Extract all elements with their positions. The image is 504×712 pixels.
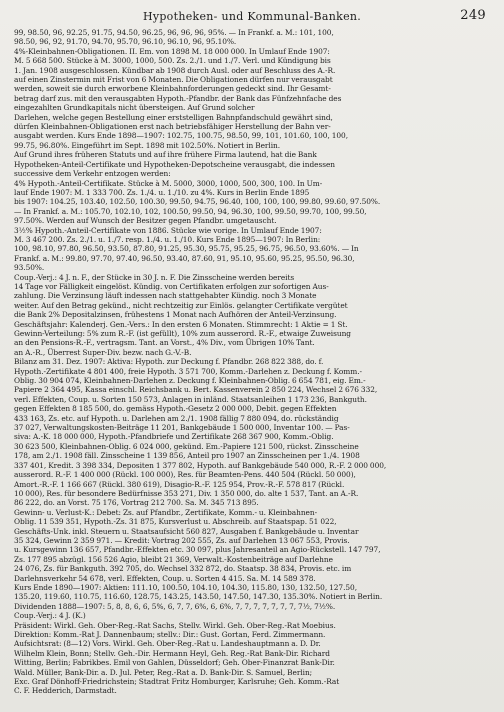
- text-line: Amort.-R.-F. 1 166 667 (Rückl. 380 619), Disagio-R.-F. 125 954, Prov.-R.-F. 578 817 (Rückl.: [14, 479, 345, 489]
- text-line: Dividenden 1888—1907: 5, 8, 8, 6, 6, 5%, 6, 7, 7, 6%, 6, 6%, 7, 7, 7, 7, 7, 7, 7, 7½, 7½%.: [14, 601, 336, 611]
- text-line: siva: A.-K. 18 000 000, Hypoth.-Pfandbriefe und Zertifikate 268 367 900, Komm.-Oblig.: [14, 432, 334, 442]
- text-line: Coup.-Verj.: 4 J. n. F., der Stücke in 30 J. n. F. Die Zinsscheine werden bereits: [14, 272, 295, 282]
- text-line: weiter. Auf den Betrag gekünd., nicht rechtzeitig zur Einlös. gelangter Certifikate vergütet: [14, 300, 348, 310]
- text-line: M. 5 668 500. Stücke à M. 3000, 1000, 500. Zs. 2./1. und 1./7. Verl. und Kündigung bis: [14, 56, 331, 66]
- text-line: 4% Hypoth.-Anteil-Certifikate. Stücke à M. 5000, 3000, 1000, 500, 300, 100. In Um-: [14, 178, 323, 188]
- text-line: 99, 98.50, 96, 92.25, 91.75, 94.50, 96.25, 96, 96, 96, 95%. — In Frankf. a. M.: 101, 100,: [14, 28, 334, 37]
- text-line: Präsident: Wirkl. Geh. Ober-Reg.-Rat Sachs, Stellv. Wirkl. Geh. Ober-Reg.-Rat Moebius.: [14, 620, 336, 630]
- text-line: Wilhelm Klein, Bonn; Stellv. Geh.-Dir. Hermann Heyl, Geh. Reg.-Rat Bank-Dir. Richard: [14, 648, 330, 658]
- text-line: 24 076, Zs. für Bankguth. 392 705, do. Wechsel 332 872, do. Staatsp. 38 834, Provis. etc. im: [14, 564, 352, 574]
- text-line: Gewinn- u. Verlust-K.: Debet: Zs. auf Pfandbr., Zertifikate, Komm.- u. Kleinbahnen-: [14, 507, 318, 517]
- text-line: 97.50%. Werden auf Wunsch der Besitzer gegen Pfandbr. umgetauscht.: [14, 216, 277, 226]
- text-line: 337 401, Kredit. 3 398 334, Depositen 1 377 802, Hypoth. auf Bankgebäude 540 000, R.-F. 2 000 000,: [14, 460, 387, 470]
- text-line: Papiere 2 364 495, Kassa einschl. Reichsbank u. Bert. Kassenverein 2 850 224, Wechsel 2 676 332,: [14, 385, 378, 395]
- text-line: Oblig. 30 904 074, Kleinbahnen-Darlehen z. Deckung f. Kleinbahnen-Oblig. 6 654 781, eig. Em.-: [14, 376, 366, 386]
- text-line: Darlehnsverkehr 54 678, verl. Effekten, Coup. u. Sorten 4 415. Sa. M. 14 589 378.: [14, 573, 316, 583]
- text-line: 178, am 2./1. 1908 fäll. Zinsscheine 1 139 856, Anteil pro 1907 an Zinsscheinen per 1./4. 1908: [14, 451, 360, 461]
- text-line: 10 000), Res. für besondere Bedürfnisse 353 271, Div. 1 350 000, do. alte 1 537, Tant. an A.-R.: [14, 488, 359, 498]
- text-line: werden, soweit sie durch erworbene Kleinbahnforderungen gedeckt sind. Ihr Gesamt-: [14, 84, 331, 94]
- text-line: 433 163, Zs. etc. auf Hypoth. u. Darlehen am 2./1. 1908 fällig 7 880 094, do. rückständig: [14, 413, 339, 423]
- text-line: 1. Jan. 1908 ausgeschlossen. Kündbar ab 1908 durch Ausl. oder auf Beschluss des A.-R.: [14, 65, 336, 75]
- text-line: 98.50, 96, 92, 91.70, 94.70, 95.70, 96.10, 96.10, 96, 95.10%.: [14, 37, 237, 47]
- text-line: Witting, Berlin; Fabrikbes. Emil von Gahlen, Düsseldorf; Geh. Ober-Finanzrat Bank-Dir.: [14, 658, 335, 668]
- text-line: dürfen Kleinbahnen-Obligationen erst nach betriebsfähiger Herstellung der Bahn ver-: [14, 122, 331, 132]
- text-line: Wald. Müller, Bank-Dir. a. D. Jul. Peter, Reg.-Rat a. D. Bank-Dir. S. Samuel, Berlin;: [14, 667, 313, 677]
- text-line: Hypotheken-Anteil-Certifikate und Hypotheken-Depotscheine verausgabt, die indessen: [14, 159, 335, 169]
- text-line: 93.50%.: [14, 263, 45, 273]
- text-line: 86 222, do. an Vorst. 75 176, Vortrag 212 700. Sa. M. 345 713 895.: [14, 498, 259, 508]
- text-line: 99.75, 96.80%. Eingeführt im Sept. 1898 mit 102.50%. Notiert in Berlin.: [14, 140, 281, 150]
- text-line: 135.20, 119.60, 110.75, 116.60, 128.75, 143.25, 143.50, 147.50, 147.30, 135.30%. Notiert in Berlin.: [14, 592, 383, 602]
- text-line: zahlung. Die Verzinsung läuft indessen nach stattgehabter Kündig. noch 3 Monate: [14, 291, 317, 301]
- text-line: Kurs Ende 1890—1907: Aktien: 111.10, 100.50, 104.10, 104.30, 115.80, 130, 132.50, 127.50,: [14, 582, 357, 592]
- text-line: an den Pensions-R.-F., vertragsm. Tant. an Vorst., 4% Div., vom Übrigen 10% Tant.: [14, 338, 315, 348]
- text-line: 30 623 500, Kleinbahnen-Oblig. 6 024 000, gekünd. Em.-Papiere 121 500, rückst. Zinsscheine: [14, 441, 359, 451]
- text-line: gegen Effekten 8 185 500, do. gemäss Hypoth.-Gesetz 2 000 000, Debit. gegen Effekten: [14, 404, 337, 414]
- text-line: ausgabt werden. Kurs Ende 1898—1907: 102.75, 100.75, 98.50, 99, 101, 101.60, 100, 100,: [14, 131, 348, 141]
- text-line: Darlehen, welche gegen Bestellung einer erststelligen Bahnpfandschuld gewährt sind,: [14, 112, 333, 122]
- text-line: Geschäfts-Unk. inkl. Steuern u. Staatsaufsicht 560 827, Ausgaben f. Bankgebäude u. Inventar: [14, 526, 359, 536]
- text-line: verl. Effekten, Coup. u. Sorten 150 573, Anlagen in inländ. Staatsanleihen 1 173 236, Bankguth.: [14, 394, 367, 404]
- text-line: 37 027, Verwaltungskosten-Beiträge 11 201, Bankgebäude 1 500 000, Inventar 100. — Pas-: [14, 423, 350, 433]
- text-line: Auf Grund ihres früheren Statuts und auf ihre frühere Firma lautend, hat die Bank: [14, 150, 317, 160]
- text-line: Hypoth.-Zertifikate 4 801 400, freie Hypoth. 3 571 700, Komm.-Darlehen z. Deckung f. Komm.-: [14, 366, 362, 376]
- text-line: Zs. 177 895 abzügl. 156 526 Agio, bleibt 21 369, Verwalt.-Kostenbeiträge auf Darlehne: [14, 554, 333, 564]
- text-line: Frankf. a. M.: 99.80, 97.70, 97.40, 96.50, 93.40, 87.60, 91, 95.10, 95.60, 95.25, 95.50, 96.30,: [14, 253, 355, 263]
- text-line: eingezahlten Grundkapitals nicht übersteigen. Auf Grund solcher: [14, 103, 255, 113]
- running-title: Hypotheken- und Kommunal-Banken.: [142, 10, 362, 23]
- text-line: Coup.-Verj.: 4 J. (K.): [14, 611, 86, 621]
- text-line: auf einen Zinstermin mit Frist von 6 Monaten. Die Obligationen dürfen nur verausgabt: [14, 75, 333, 85]
- text-line: Aufsichtsrat: (8—12) Vors. Wirkl. Geh. Ober-Reg.-Rat u. Landeshauptmann a. D. Dr.: [14, 639, 321, 649]
- text-line: betrag darf zus. mit den verausgabten Hypoth.-Pfandbr. der Bank das Fünfzehnfache des: [14, 93, 342, 103]
- text-line: Bilanz am 31. Dez. 1907: Aktiva: Hypoth. zur Deckung f. Pfandbr. 268 822 388, do. f.: [14, 357, 324, 367]
- text-line: ausserord. R.-F. 1 400 000 (Rückl. 100 000), Res. für Beamten-Pens. 440 504 (Rückl. 50 000),: [14, 470, 356, 480]
- text-line: 100, 98.10, 97.80, 96.50, 93.50, 87.80, 91.25, 95.30, 95.75, 95.25, 96.75, 96.50, 93.60%. — In: [14, 244, 359, 254]
- page-number: 249: [460, 8, 486, 23]
- text-line: 3½% Hypoth.-Anteil-Certifikate von 1886. Stücke wie vorige. In Umlauf Ende 1907:: [14, 225, 322, 235]
- text-line: Exc. Graf Dönhoff-Friedrichstein; Stadtrat Fritz Homburger, Karlsruhe; Geh. Komm.-Rat: [14, 677, 340, 687]
- text-line: 35 324, Gewinn 2 359 971. — Kredit: Vortrag 202 555, Zs. auf Darlehen 13 067 553, Provis.: [14, 535, 350, 545]
- text-line: an A.-R., Überrest Super-Div. bezw. nach G.-V.-B.: [14, 347, 192, 357]
- text-line: M. 3 467 200. Zs. 2./1. u. 1./7. resp. 1./4. u. 1./10. Kurs Ende 1895—1907: In Berlin:: [14, 234, 321, 244]
- text-line: Geschäftsjahr: Kalenderj. Gen.-Vers.: In den ersten 6 Monaten. Stimmrecht: 1 Aktie = 1 St.: [14, 319, 348, 329]
- text-line: C. F. Hedderich, Darmstadt.: [14, 686, 117, 696]
- text-line: — In Frankf. a. M.: 105.70, 102.10, 102, 100.50, 99.50, 94, 96.30, 100, 99.50, 99.70, 100, 99.50,: [14, 206, 367, 216]
- text-line: die Bank 2% Depositalzinsen, frühestens 1 Monat nach Aufhören der Anteil-Verzinsung.: [14, 310, 337, 320]
- text-line: 14 Tage vor Fälligkeit eingelöst. Kündig. von Certifikaten erfolgen zur sofortigen Aus-: [14, 281, 329, 291]
- document-body: [14, 28, 490, 696]
- text-line: u. Kursgewinn 136 657, Pfandbr.-Effekten etc. 30 097, plus Jahresanteil an Agio-Rückstell. 147 797,: [14, 545, 381, 555]
- text-line: lauf Ende 1907: M. 1 333 700. Zs. 1./4. u. 1./10. zu 4%. Kurs in Berlin Ende 1895: [14, 187, 310, 197]
- text-line: bis 1907: 104.25, 103.40, 102.50, 100.30, 99.50, 94.75, 96.40, 100, 100, 100, 99.80, 99.60, 97.50%.: [14, 197, 381, 207]
- page-header: [14, 8, 490, 28]
- text-line: Oblig. 11 539 351, Hypoth.-Zs. 31 875, Kursverlust u. Abschreib. auf Staatspap. 51 022,: [14, 517, 337, 527]
- text-line: successive dem Verkehr entzogen werden:: [14, 169, 171, 179]
- text-line: Direktion: Komm.-Rat J. Dannenbaum; stellv.: Dir.: Gust. Gortan, Ferd. Zimmermann.: [14, 630, 326, 639]
- text-line: Gewinn-Verteilung: 5% zum R.-F. (ist gefüllt), 10% zum ausserord. R.-F., etwaige Zuweisung: [14, 329, 351, 338]
- text-line: 4%-Kleinbahnen-Obligationen. II. Em. von 1898 M. 18 000 000. In Umlauf Ende 1907:: [14, 46, 330, 56]
